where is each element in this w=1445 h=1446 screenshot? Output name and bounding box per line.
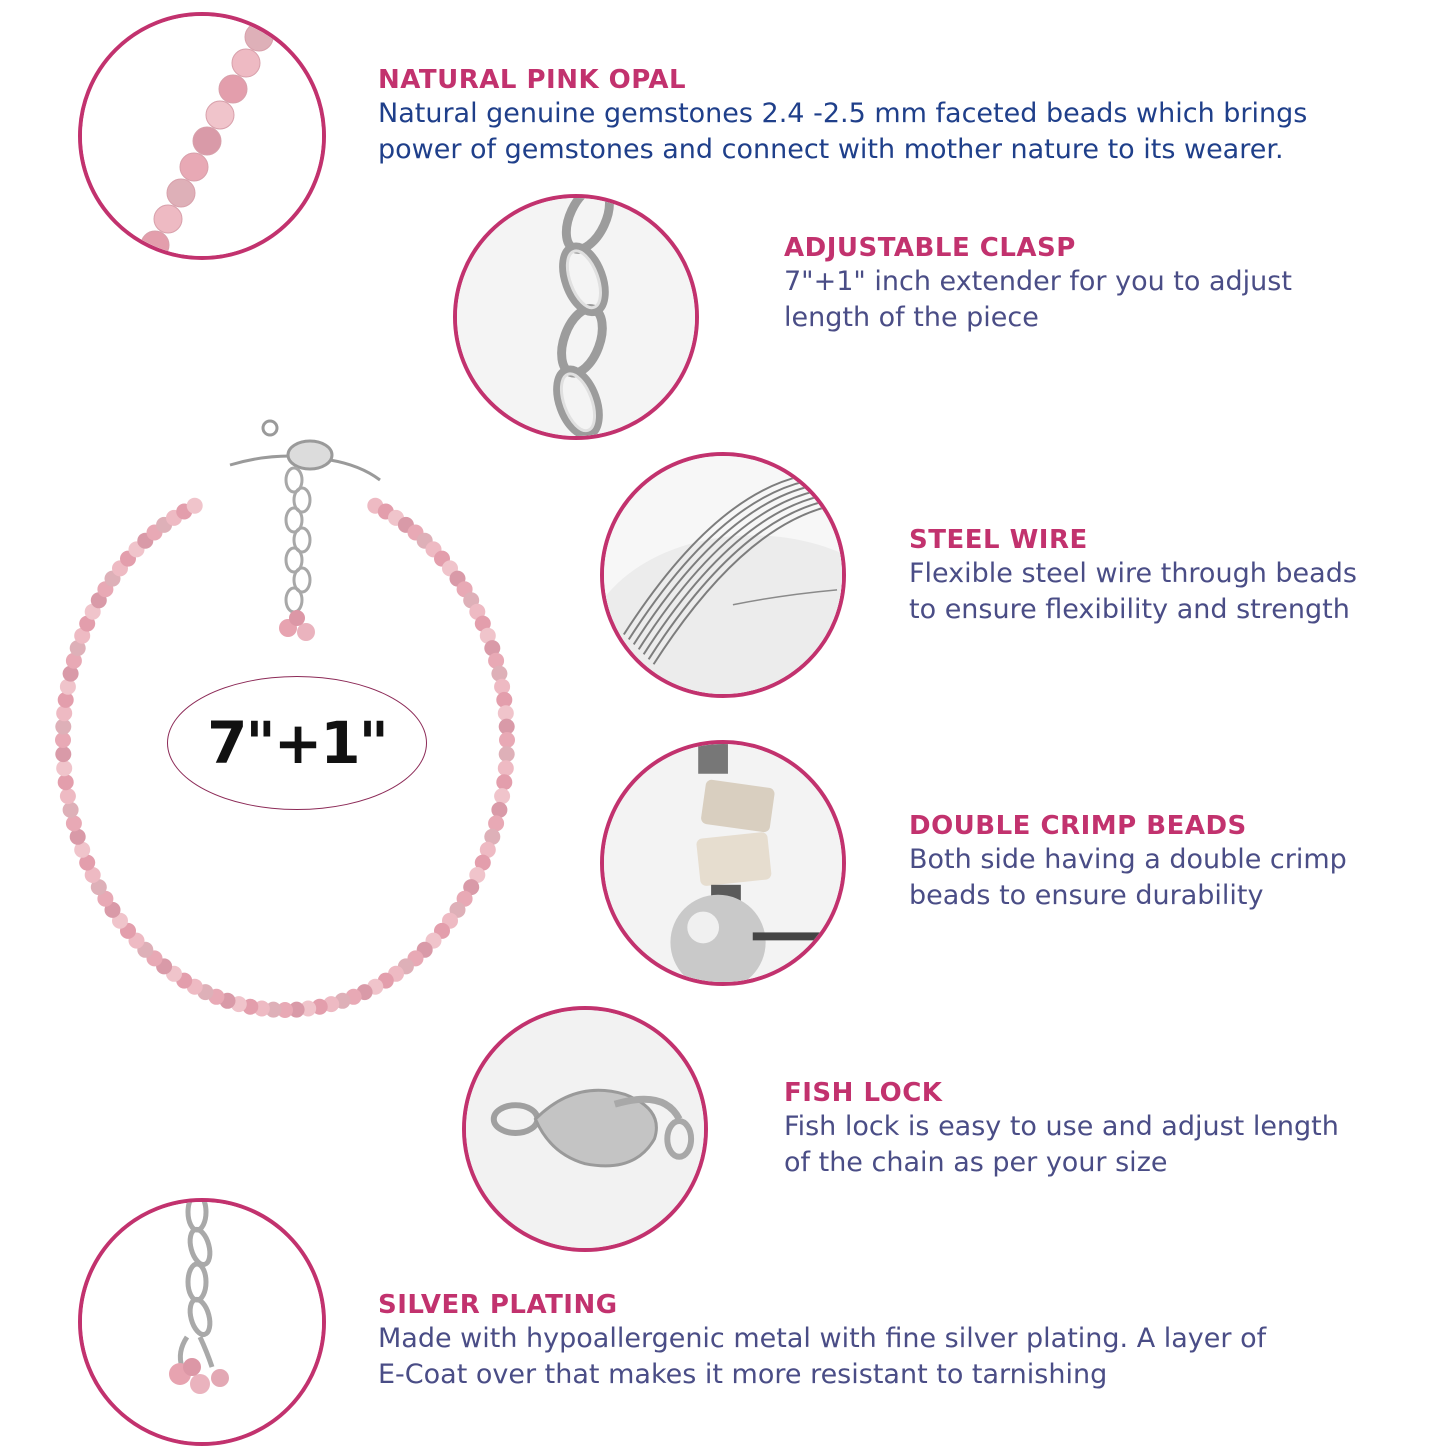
opal-bead bbox=[258, 16, 286, 25]
chain-extender-icon bbox=[457, 198, 695, 436]
feature-text-line: beads to ensure durability bbox=[909, 880, 1264, 911]
opal-bead bbox=[219, 75, 247, 103]
opal-bead bbox=[154, 205, 182, 233]
feature-title: FISH LOCK bbox=[784, 1078, 943, 1108]
clasp-hardware bbox=[230, 421, 380, 480]
size-label: 7"+1" bbox=[207, 709, 387, 777]
opal-bead bbox=[193, 127, 221, 155]
crimp-beads-circle bbox=[600, 740, 846, 986]
crimp-bead-icon bbox=[604, 744, 842, 982]
bead bbox=[60, 788, 76, 804]
feature-text-line: Natural genuine gemstones 2.4 -2.5 mm faceted beads which brings bbox=[378, 98, 1308, 129]
feature-text-line: E-Coat over that makes it more resistant to tarnishing bbox=[378, 1359, 1108, 1390]
extender-chain bbox=[286, 468, 310, 612]
opal-bead bbox=[206, 101, 234, 129]
feature-silver-plating bbox=[378, 1289, 1266, 1393]
bead bbox=[55, 746, 71, 762]
steel-wire-circle bbox=[600, 452, 846, 698]
wire-spool-icon bbox=[604, 456, 842, 694]
feature-title: ADJUSTABLE CLASP bbox=[784, 233, 1076, 263]
feature-text-line: Fish lock is easy to use and adjust length bbox=[784, 1111, 1339, 1142]
opal-bead bbox=[141, 231, 169, 256]
pink-opal-beads-icon bbox=[82, 16, 322, 256]
bead bbox=[491, 802, 507, 818]
bead bbox=[63, 802, 79, 818]
feature-text-line: Both side having a double crimp bbox=[909, 844, 1347, 875]
feature-double-crimp-beads bbox=[909, 810, 1347, 914]
bead bbox=[187, 498, 203, 514]
chain-link bbox=[286, 588, 302, 612]
bead bbox=[70, 829, 86, 845]
feature-title: SILVER PLATING bbox=[378, 1290, 618, 1320]
feature-text-line: power of gemstones and connect with mother nature to its wearer. bbox=[378, 134, 1284, 165]
silver-chain-charm-icon bbox=[82, 1202, 322, 1442]
size-badge bbox=[167, 676, 427, 810]
feature-title: NATURAL PINK OPAL bbox=[378, 65, 687, 95]
bead bbox=[56, 760, 72, 776]
feature-steel-wire bbox=[909, 524, 1357, 628]
silver-plating-circle bbox=[78, 1198, 326, 1446]
fish-lock-circle bbox=[462, 1006, 708, 1252]
bead bbox=[496, 774, 512, 790]
pink-opal-circle bbox=[78, 12, 326, 260]
bead bbox=[58, 774, 74, 790]
bead bbox=[488, 815, 504, 831]
feature-title: STEEL WIRE bbox=[909, 525, 1088, 555]
opal-bead bbox=[180, 153, 208, 181]
charm-beads bbox=[279, 610, 315, 641]
feature-text-line: to ensure flexibility and strength bbox=[909, 594, 1350, 625]
opal-bead bbox=[245, 23, 273, 51]
bead bbox=[499, 746, 515, 762]
feature-text-line: 7"+1" inch extender for you to adjust bbox=[784, 266, 1292, 297]
feature-text-line: Flexible steel wire through beads bbox=[909, 558, 1357, 589]
feature-fish-lock bbox=[784, 1077, 1339, 1181]
feature-title: DOUBLE CRIMP BEADS bbox=[909, 811, 1247, 841]
bead bbox=[499, 732, 515, 748]
feature-text-line: of the chain as per your size bbox=[784, 1147, 1168, 1178]
bead bbox=[498, 760, 514, 776]
bead bbox=[66, 815, 82, 831]
lobster-clasp-icon bbox=[466, 1010, 704, 1248]
bead bbox=[494, 788, 510, 804]
feature-adjustable-clasp bbox=[784, 232, 1292, 336]
feature-text-line: length of the piece bbox=[784, 302, 1039, 333]
opal-bead bbox=[167, 179, 195, 207]
opal-bead bbox=[232, 49, 260, 77]
adjustable-clasp-circle bbox=[453, 194, 699, 440]
feature-text-line: Made with hypoallergenic metal with fine silver plating. A layer of bbox=[378, 1323, 1267, 1354]
feature-natural-pink-opal bbox=[378, 64, 1307, 168]
